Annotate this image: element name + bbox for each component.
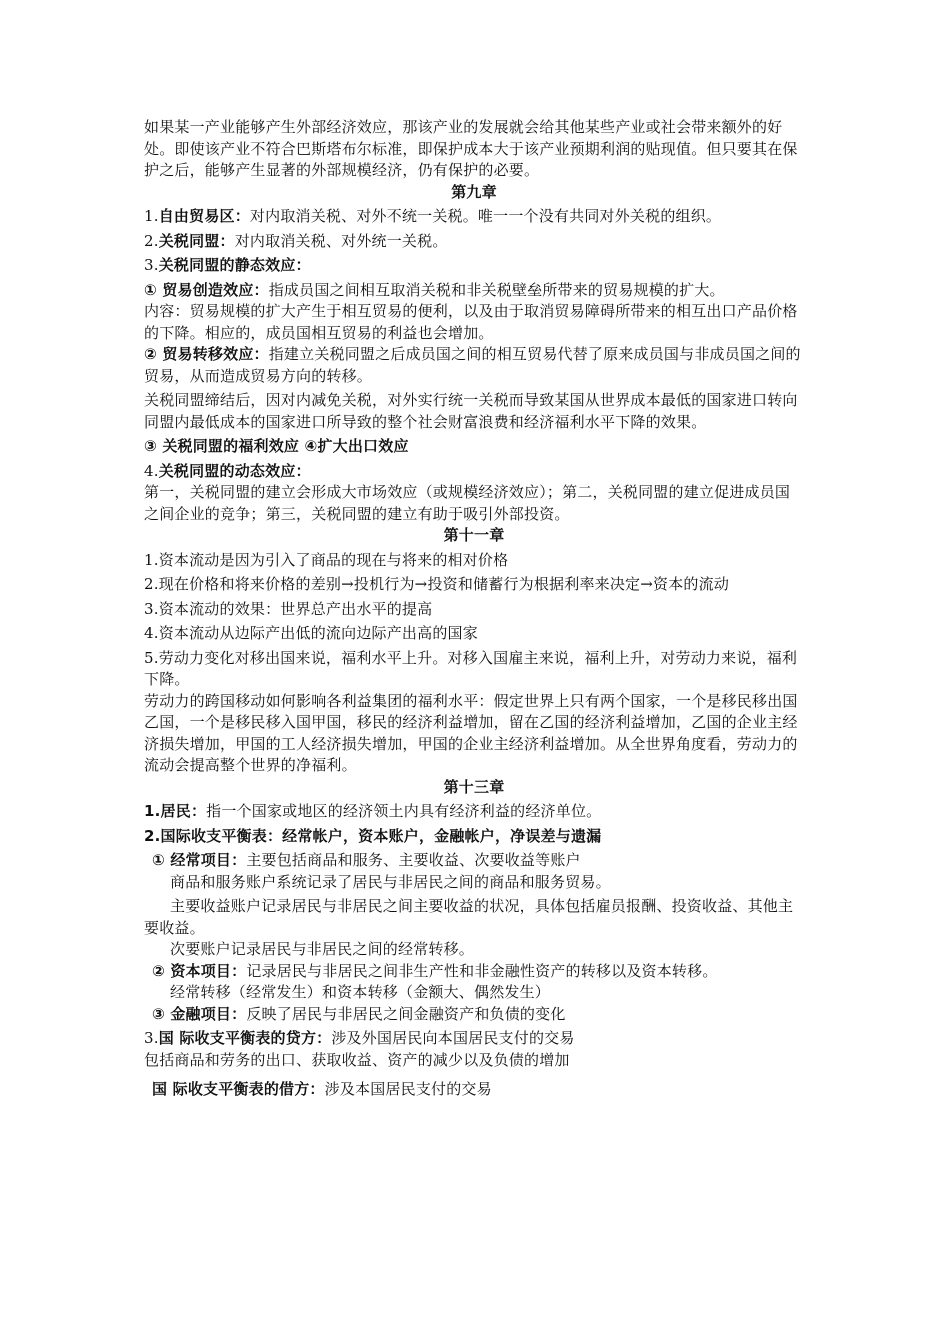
ch11-item-5: 5.劳动力变化对移出国来说，福利水平上升。对移入国雇主来说，福利上升，对劳动力来说，福利下降。 — [144, 648, 798, 688]
chapter-13-heading: 第十三章 — [443, 777, 505, 796]
secondary-income-account: 次要账户记录居民与非居民之间的经常转移。 — [170, 940, 475, 958]
ch13-item-2 — [144, 826, 804, 848]
goods-services-account: 商品和服务账户系统记录了居民与非居民之间的商品和服务贸易。 — [170, 872, 611, 891]
ch9-item-4 — [144, 461, 804, 483]
trade-creation-content: 内容：贸易规模的扩大产生于相互贸易的便利，以及由于取消贸易障碍所带来的相互出口产品价格的下降。相应的，成员国相互贸易的利益也会增加。 — [144, 302, 798, 342]
item-number: 3. — [144, 256, 159, 274]
ch13-item-1 — [144, 801, 804, 823]
chapter-9-heading: 第九章 — [451, 182, 497, 201]
transfer-types: 经常转移（经常发生）和资本转移（金额大、偶然发生） — [170, 983, 551, 1001]
item-term: ① 贸易创造效应： — [144, 280, 269, 299]
item-text: 主要收益账户记录居民与非居民之间主要收益的状况，具体包括雇员报酬、投资收益、其他主要收益。 — [144, 897, 794, 937]
ch11-item-3: 3.资本流动的效果：世界总产出水平的提高 — [144, 599, 433, 618]
credit-side-detail: 包括商品和劳务的出口、获取收益、资产的减少以及负债的增加 — [144, 1050, 570, 1069]
financial-account-item — [144, 1004, 804, 1026]
dynamic-effect-text: 第一，关税同盟的建立会形成大市场效应（或规模经济效应）；第二，关税同盟的建立促进成员国之间企业的竞争；第三，关税同盟的建立有助于吸引外部投资。 — [144, 483, 791, 523]
document-body — [144, 117, 804, 1101]
item-term: 自由贸易区： — [158, 207, 250, 225]
item-term: ② 资本项目： — [152, 961, 247, 980]
item-term: 国 际收支平衡表的借方： — [152, 1080, 325, 1098]
item-text: 主要包括商品和服务、主要收益、次要收益等账户 — [246, 851, 581, 869]
item-term: 国际收支平衡表：经常帐户，资本账户，金融帐户，净误差与遗漏 — [160, 826, 602, 845]
item-term: ② 贸易转移效应： — [144, 345, 269, 363]
intro-paragraph: 如果某一产业能够产生外部经济效应，那该产业的发展就会给其他某些产业或社会带来额外的好处。即使该产业不符合巴斯塔布尔标准，即保护成本大于该产业预期利润的贴现值。但只要其在保护之后，能够产生显著的外部规模经济，仍有保护的必要。 — [144, 118, 798, 179]
ch11-item-1: 1.资本流动是因为引入了商品的现在与将来的相对价格 — [144, 550, 509, 569]
ch13-item-3 — [144, 1028, 804, 1050]
item-number: 2. — [144, 231, 159, 250]
ch11-item-4: 4.资本流动从边际产出低的流向边际产出高的国家 — [144, 624, 478, 642]
item-text: 指建立关税同盟之后成员国之间的相互贸易代替了原来成员国与非成员国之间的贸易，从而造成贸易方向的转移。 — [144, 345, 801, 385]
item-number: 1. — [144, 802, 161, 820]
item-term: ① 经常项目： — [152, 851, 247, 869]
ch9-item-3 — [144, 255, 804, 277]
trade-diversion-content: 关税同盟缔结后，因对内减免关税，对外实行统一关税而导致某国从世界成本最低的国家进口转向同盟内最低成本的国家进口所导致的整个社会财富浪费和经济福利水平下降的效果。 — [144, 391, 798, 431]
item-text: 对内取消关税、对外统一关税。 — [234, 231, 448, 250]
ch9-item-2 — [144, 231, 804, 253]
item-number: 2. — [144, 826, 161, 845]
item-text: 对内取消关税、对外不统一关税。唯一一个没有共同对外关税的组织。 — [249, 207, 722, 225]
item-term: 国 际收支平衡表的贷方： — [158, 1029, 332, 1047]
chapter-11-heading: 第十一章 — [443, 526, 505, 544]
trade-diversion-effect — [144, 344, 804, 387]
item-number: 3. — [144, 1029, 159, 1047]
debit-side-item — [144, 1079, 804, 1101]
item-term: ③ 金融项目： — [152, 1004, 247, 1023]
item-text: 涉及本国居民支付的交易 — [324, 1080, 492, 1098]
ch11-labor-paragraph: 劳动力的跨国移动如何影响各利益集团的福利水平：假定世界上只有两个国家，一个是移民移出国乙国，一个是移民移入国甲国，移民的经济利益增加，留在乙国的经济利益增加，乙国的企业主经济损失增加，甲国的工人经济损失增加，甲国的企业主经济利益增加。从全世界角度看，劳动力的流动会提高整个世界的净福利。 — [144, 691, 798, 774]
item-text: 指成员国之间相互取消关税和非关税壁垒所带来的贸易规模的扩大。 — [268, 280, 725, 299]
primary-income-account — [144, 896, 804, 939]
capital-account-item — [144, 961, 804, 983]
item-term: 居民： — [160, 802, 207, 820]
current-account-item — [144, 850, 804, 872]
item-text: 反映了居民与非居民之间金融资产和负债的变化 — [246, 1004, 566, 1023]
ch11-item-2: 2.现在价格和将来价格的差别→投机行为→投资和储蓄行为根据利率来决定→资本的流动 — [144, 575, 730, 593]
item-text: 涉及外国居民向本国居民支付的交易 — [331, 1029, 575, 1047]
item-text: 指一个国家或地区的经济领土内具有经济利益的经济单位。 — [206, 802, 602, 820]
ch9-item-1 — [144, 206, 804, 228]
welfare-export-effects: ③ 关税同盟的福利效应 ④扩大出口效应 — [144, 437, 409, 455]
item-term: 关税同盟的静态效应： — [158, 256, 311, 274]
item-term: 关税同盟的动态效应： — [158, 461, 311, 480]
trade-creation-effect — [144, 280, 804, 302]
item-text: 记录居民与非居民之间非生产性和非金融性资产的转移以及资本转移。 — [246, 961, 718, 980]
item-number: 4. — [144, 461, 159, 480]
item-number: 1. — [144, 207, 159, 225]
item-term: 关税同盟： — [158, 231, 235, 250]
